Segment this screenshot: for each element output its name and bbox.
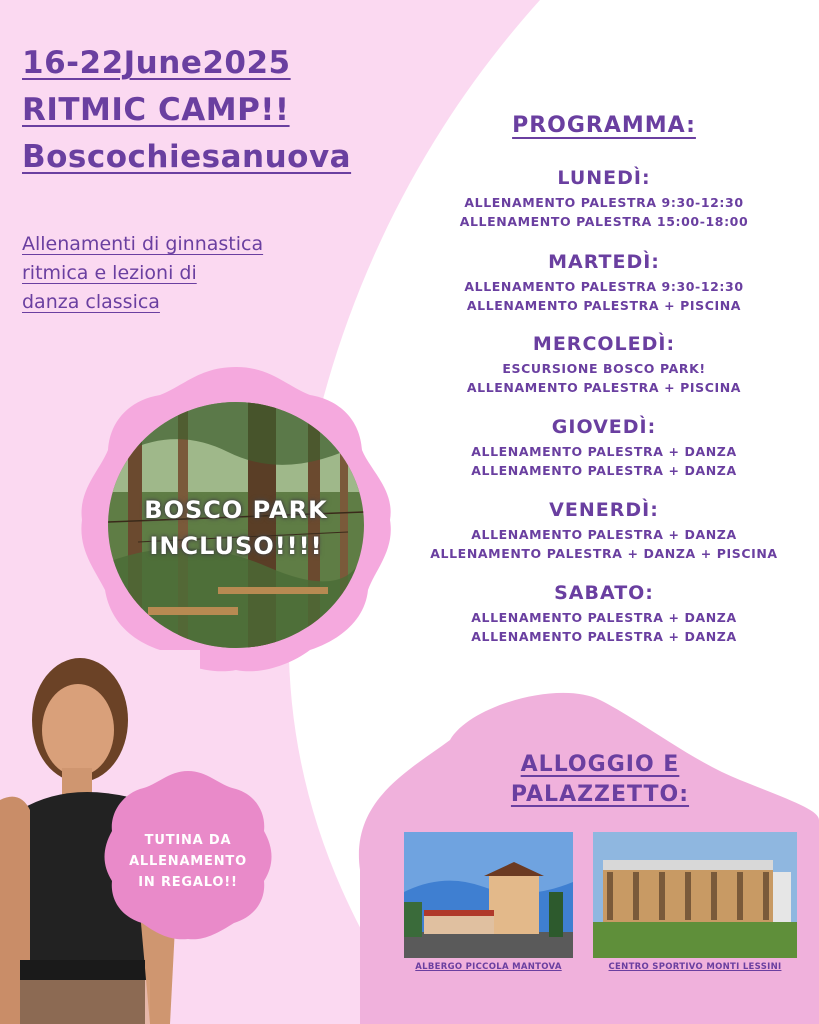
- day-line: ALLENAMENTO PALESTRA + DANZA: [471, 527, 737, 542]
- day-name: MERCOLEDÌ:: [532, 333, 676, 355]
- sports-center-photo: [593, 832, 797, 958]
- program-day: [404, 416, 804, 480]
- day-line: ESCURSIONE BOSCO PARK!: [502, 361, 706, 376]
- day-line: ALLENAMENTO PALESTRA 9:30-12:30: [464, 279, 744, 294]
- program-day: [404, 499, 804, 563]
- page-title: [22, 40, 351, 181]
- day-line: ALLENAMENTO PALESTRA + DANZA + PISCINA: [430, 546, 778, 561]
- day-name: SABATO:: [554, 582, 654, 604]
- gift-line-1: TUTINA DA: [144, 833, 232, 848]
- day-name: VENERDÌ:: [549, 499, 659, 521]
- day-line: ALLENAMENTO PALESTRA + DANZA: [471, 610, 737, 625]
- subtitle-line-3: danza classica: [22, 291, 160, 313]
- gift-label: [108, 830, 268, 893]
- day-line: ALLENAMENTO PALESTRA + PISCINA: [466, 380, 742, 395]
- program-day: [404, 333, 804, 397]
- lodging-line-2: PALAZZETTO:: [510, 782, 690, 807]
- subtitle-line-1: Allenamenti di ginnastica: [22, 233, 264, 255]
- camp-name: RITMIC CAMP!!: [22, 92, 290, 128]
- day-name: GIOVEDÌ:: [551, 416, 657, 438]
- day-line: ALLENAMENTO PALESTRA + DANZA: [471, 463, 737, 478]
- camp-date: 16-22June2025: [22, 45, 291, 81]
- day-name: MARTEDÌ:: [548, 251, 660, 273]
- bosco-park-label: [108, 492, 364, 564]
- program-day: [404, 167, 804, 231]
- hotel-photo: [404, 832, 573, 958]
- day-line: ALLENAMENTO PALESTRA + PISCINA: [466, 298, 742, 313]
- gift-line-2: ALLENAMENTO: [129, 854, 247, 869]
- day-line: ALLENAMENTO PALESTRA 9:30-12:30: [464, 195, 744, 210]
- hotel-caption: ALBERGO PICCOLA MANTOVA: [415, 962, 562, 972]
- day-line: ALLENAMENTO PALESTRA + DANZA: [471, 629, 737, 644]
- subtitle: [22, 230, 342, 317]
- hotel-illustration: [404, 832, 573, 958]
- day-line: ALLENAMENTO PALESTRA 15:00-18:00: [459, 214, 749, 229]
- program-day: [404, 251, 804, 315]
- lodging-heading: [470, 750, 730, 810]
- program-title: PROGRAMMA:: [512, 113, 696, 138]
- day-name: LUNEDÌ:: [557, 167, 651, 189]
- subtitle-line-2: ritmica e lezioni di: [22, 262, 197, 284]
- sports-center-caption: CENTRO SPORTIVO MONTI LESSINI: [608, 962, 782, 972]
- bosco-park-line-2: INCLUSO!!!!: [149, 532, 323, 560]
- program-day: [404, 582, 804, 646]
- gift-line-3: IN REGALO!!: [138, 875, 238, 890]
- sports-center-illustration: [593, 832, 797, 958]
- camp-location: Boscochiesanuova: [22, 139, 352, 175]
- day-line: ALLENAMENTO PALESTRA + DANZA: [471, 444, 737, 459]
- lodging-line-1: ALLOGGIO E: [520, 752, 680, 777]
- bosco-park-line-1: BOSCO PARK: [144, 496, 328, 524]
